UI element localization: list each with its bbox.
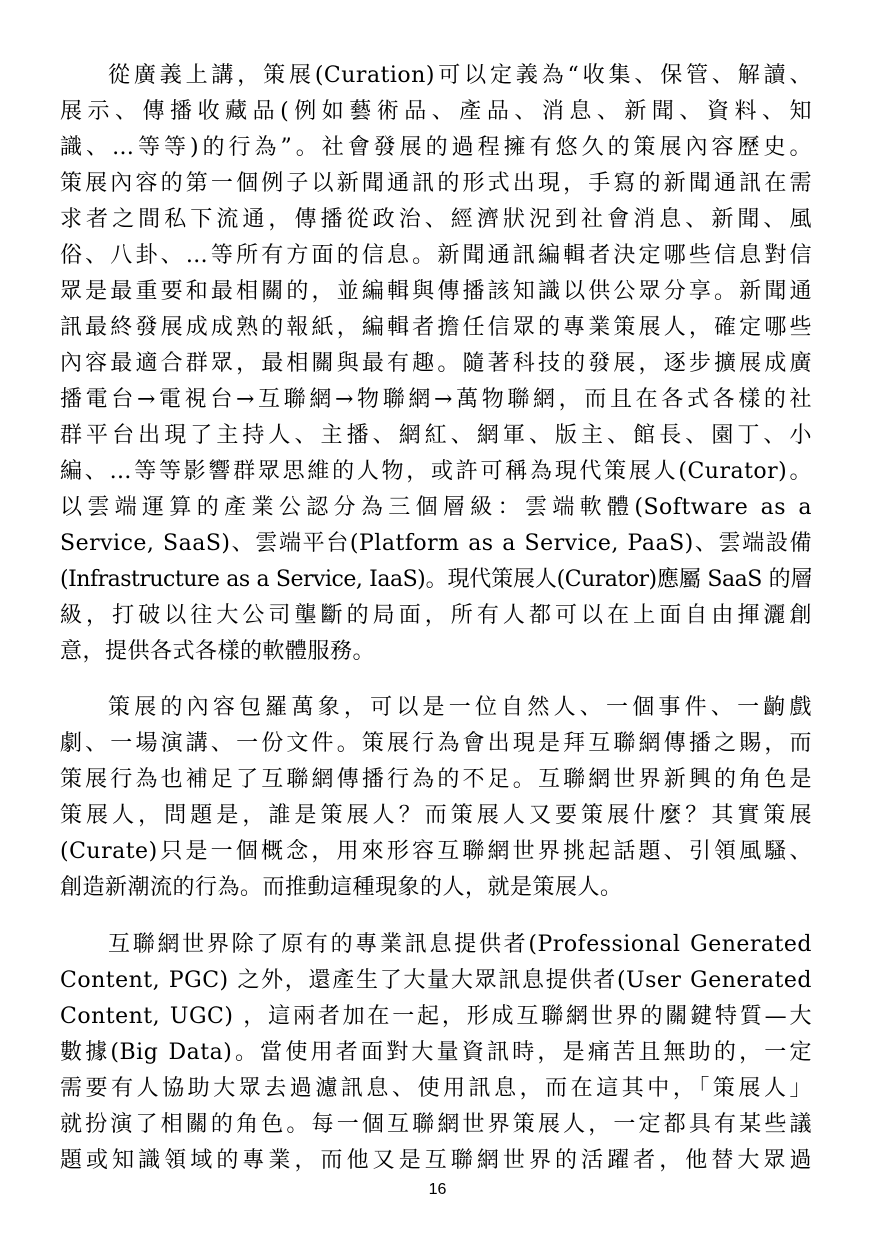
paragraph-curation-definition bbox=[60, 58, 812, 670]
text-line: 意，提供各式各樣的軟體服務。 bbox=[60, 639, 376, 664]
text-line: 題或知識領域的專業，而他又是互聯網世界的活躍者，他替大眾過 bbox=[60, 1148, 812, 1173]
text-line: 互聯網世界除了原有的專業訊息提供者(Professional Generated bbox=[108, 932, 812, 957]
text-line: 俗、八卦、…等所有方面的信息。新聞通訊編輯者決定哪些信息對信 bbox=[60, 243, 812, 268]
text-line: 展示、傳播收藏品(例如藝術品、產品、消息、新聞、資料、知 bbox=[60, 99, 812, 124]
text-line: 以雲端運算的產業公認分為三個層級：雲端軟體(Software as a bbox=[60, 495, 812, 520]
text-line: 編、…等等影響群眾思維的人物，或許可稱為現代策展人(Curator)。 bbox=[60, 459, 812, 484]
text-line: 需要有人協助大眾去過濾訊息、使用訊息，而在這其中，「策展人」 bbox=[60, 1076, 812, 1101]
text-line: 識、…等等)的行為”。社會發展的過程擁有悠久的策展內容歷史。 bbox=[60, 135, 812, 160]
text-line: 策展人，問題是，誰是策展人？而策展人又要策展什麼？其實策展 bbox=[60, 803, 812, 828]
paragraph-curation-content bbox=[60, 690, 812, 906]
text-line: 從廣義上講，策展(Curation)可以定義為“收集、保管、解讀、 bbox=[108, 63, 812, 88]
text-line: 創造新潮流的行為。而推動這種現象的人，就是策展人。 bbox=[60, 875, 623, 900]
text-line: 群平台出現了主持人、主播、網紅、網軍、版主、館長、園丁、小 bbox=[60, 423, 812, 448]
text-line: 眾是最重要和最相關的，並編輯與傳播該知識以供公眾分享。新聞通 bbox=[60, 279, 812, 304]
text-line: (Infrastructure as a Service, IaaS)。現代策展人(Curator)應屬 SaaS 的層 bbox=[60, 567, 812, 592]
text-line: 級，打破以往大公司壟斷的局面，所有人都可以在上面自由揮灑創 bbox=[60, 603, 812, 628]
text-line: Content, UGC) ，這兩者加在一起，形成互聯網世界的關鍵特質—大 bbox=[60, 1004, 812, 1029]
text-line: 內容最適合群眾，最相關與最有趣。隨著科技的發展，逐步擴展成廣 bbox=[60, 351, 812, 376]
text-line: 就扮演了相關的角色。每一個互聯網世界策展人，一定都具有某些議 bbox=[60, 1112, 812, 1137]
text-line: 數據(Big Data)。當使用者面對大量資訊時，是痛苦且無助的，一定 bbox=[60, 1040, 812, 1065]
text-line: 播電台→電視台→互聯網→物聯網→萬物聯網，而且在各式各樣的社 bbox=[60, 387, 812, 412]
paragraph-pgc-ugc bbox=[60, 927, 812, 1179]
text-line: 訊最終發展成成熟的報紙，編輯者擔任信眾的專業策展人，確定哪些 bbox=[60, 315, 812, 340]
text-line: 劇、一場演講、一份文件。策展行為會出現是拜互聯網傳播之賜，而 bbox=[60, 731, 812, 756]
text-line: 策展的內容包羅萬象，可以是一位自然人、一個事件、一齣戲 bbox=[108, 695, 812, 720]
text-line: 策展行為也補足了互聯網傳播行為的不足。互聯網世界新興的角色是 bbox=[60, 767, 812, 792]
text-line: Service, SaaS)、雲端平台(Platform as a Service, PaaS)、雲端設備 bbox=[60, 531, 812, 556]
text-line: Content, PGC) 之外，還產生了大量大眾訊息提供者(User Generated bbox=[60, 968, 812, 993]
page-number: 16 bbox=[428, 1181, 447, 1198]
text-line: 求者之間私下流通，傳播從政治、經濟狀況到社會消息、新聞、風 bbox=[60, 207, 812, 232]
text-line: 策展內容的第一個例子以新聞通訊的形式出現，手寫的新聞通訊在需 bbox=[60, 171, 812, 196]
text-line: (Curate)只是一個概念，用來形容互聯網世界挑起話題、引領風騷、 bbox=[60, 839, 812, 864]
